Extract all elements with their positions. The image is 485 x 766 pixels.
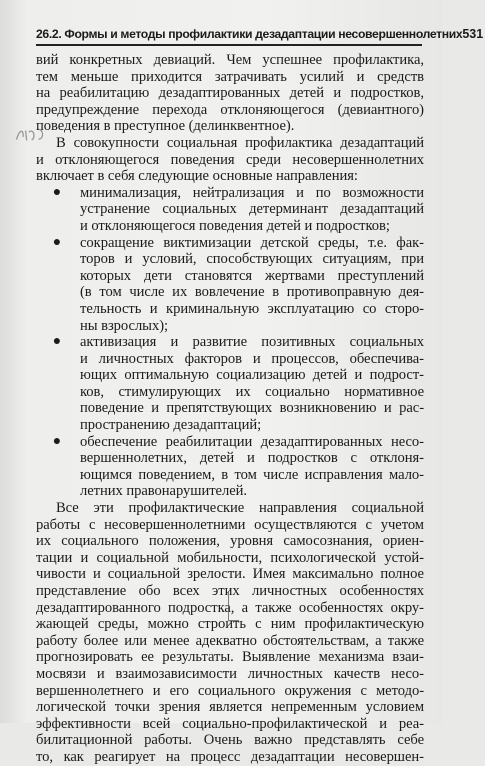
bullet-icon: ●	[52, 433, 62, 449]
list-item-continuation: поведение и препятствующих возникновению и рас-	[80, 400, 424, 417]
text-line: то, как реагирует на процесс дезадаптации несовершен-	[36, 748, 424, 765]
text-line: эффективности всей социально-профилактической и реа-	[36, 715, 424, 732]
body-text	[36, 52, 424, 766]
text-line: жающей среды, можно строить с ним профилактическую	[36, 616, 424, 633]
page-number: 531	[462, 27, 484, 41]
text-line: представление обо всех этих личностных особенностях	[36, 583, 424, 599]
text-line: билитационной работы. Очень важно представлять себе	[36, 732, 424, 749]
bullet-icon: ●	[52, 334, 62, 350]
list-item-text: обеспечение реабилитации дезадаптированных несо-	[80, 433, 424, 450]
list-item-text: минимализация, нейтрализация и по возможности	[80, 184, 424, 201]
list-item-continuation: и отклоняющегося поведения детей и подростков;	[80, 217, 390, 234]
text-line: прогнозировать ее результаты. Выявление механизма взаи-	[36, 649, 424, 666]
list-item-text: активизация и развитие позитивных социальных	[80, 334, 424, 351]
list-item-continuation: ны взрослых);	[80, 317, 169, 334]
list-item-continuation: устранение социальных детерминант дезадаптаций	[80, 201, 424, 218]
list-item-continuation: ющимся поведением, в том числе исправления мало-	[80, 466, 424, 483]
bullet-icon: ●	[52, 184, 62, 200]
list-item-continuation: ющих оптимальную социализацию детей и подрост-	[80, 367, 424, 384]
list-item-continuation: которых дети становятся жертвами преступлений	[80, 267, 424, 284]
list-item-continuation: пространению дезадаптаций;	[80, 417, 262, 434]
text-line: их социального положения, уровня самосознания, ориен-	[36, 533, 424, 550]
paragraph-start: В совокупности социальная профилактика дезадаптаций	[56, 134, 424, 151]
text-line: логической точки зрения является непременным условием	[36, 699, 424, 716]
list-item-continuation: вершеннолетних, детей и подростков с отклоня-	[80, 450, 424, 467]
text-line: и отклоняющегося поведения среди несовершеннолетних	[36, 151, 424, 168]
list-item-continuation: и личностных факторов и процессов, обеспечива-	[80, 350, 424, 367]
text-line: на реабилитацию дезадаптированных детей и подростков,	[36, 85, 424, 102]
text-line: мосвязи и взаимозависимости личностных качеств несо-	[36, 665, 424, 682]
list-item-continuation: тельность и криминальную эксплуатацию со сторо-	[80, 300, 424, 317]
text-line: вий конкретных девиаций. Чем успешнее профилактика,	[36, 52, 424, 68]
running-header	[36, 24, 484, 46]
text-line: дезадаптированного подростка, а также особенностях окру-	[36, 599, 424, 616]
text-line: чивости и социальной зрелости. Имея максимально полное	[36, 566, 424, 583]
text-line: предупреждение перехода отклоняющегося (девиантного)	[36, 101, 424, 118]
bullet-icon: ●	[52, 234, 62, 250]
list-item	[36, 334, 424, 351]
list-item-continuation: торов и условий, способствующих ситуациям, при	[80, 251, 424, 268]
text-line: поведения в преступное (делинквентное).	[36, 118, 295, 135]
list-item	[36, 185, 424, 202]
pencil-bracket-mark	[228, 592, 239, 621]
list-item	[36, 235, 424, 252]
text-line: вершеннолетнего и его социального окружения с методо-	[36, 682, 424, 699]
header-title: 26.2. Формы и методы профилактики дезадаптации несовершеннолетних	[36, 27, 463, 41]
list-item-continuation: (в том числе их вовлечение в противоправную дея-	[80, 284, 424, 301]
list-item-continuation: ков, стимулирующих их социально нормативное	[80, 383, 424, 400]
list-item	[36, 434, 424, 451]
text-line: тем меньше приходится затрачивать усилий и средств	[36, 68, 424, 85]
text-line: работы с несовершеннолетними осуществляются с учетом	[36, 516, 424, 533]
text-line: тации и социальной мобильности, психологической устой-	[36, 549, 424, 566]
text-line: включает в себя следующие основные направления:	[36, 168, 358, 185]
list-item-text: сокращение виктимизации детской среды, т.е. фак-	[80, 234, 424, 251]
text-line: работу более или менее адекватно обстоятельствам, а также	[36, 632, 424, 649]
paragraph-start: Все эти профилактические направления социальной	[56, 500, 424, 517]
list-item-continuation: летних правонарушителей.	[80, 483, 247, 500]
